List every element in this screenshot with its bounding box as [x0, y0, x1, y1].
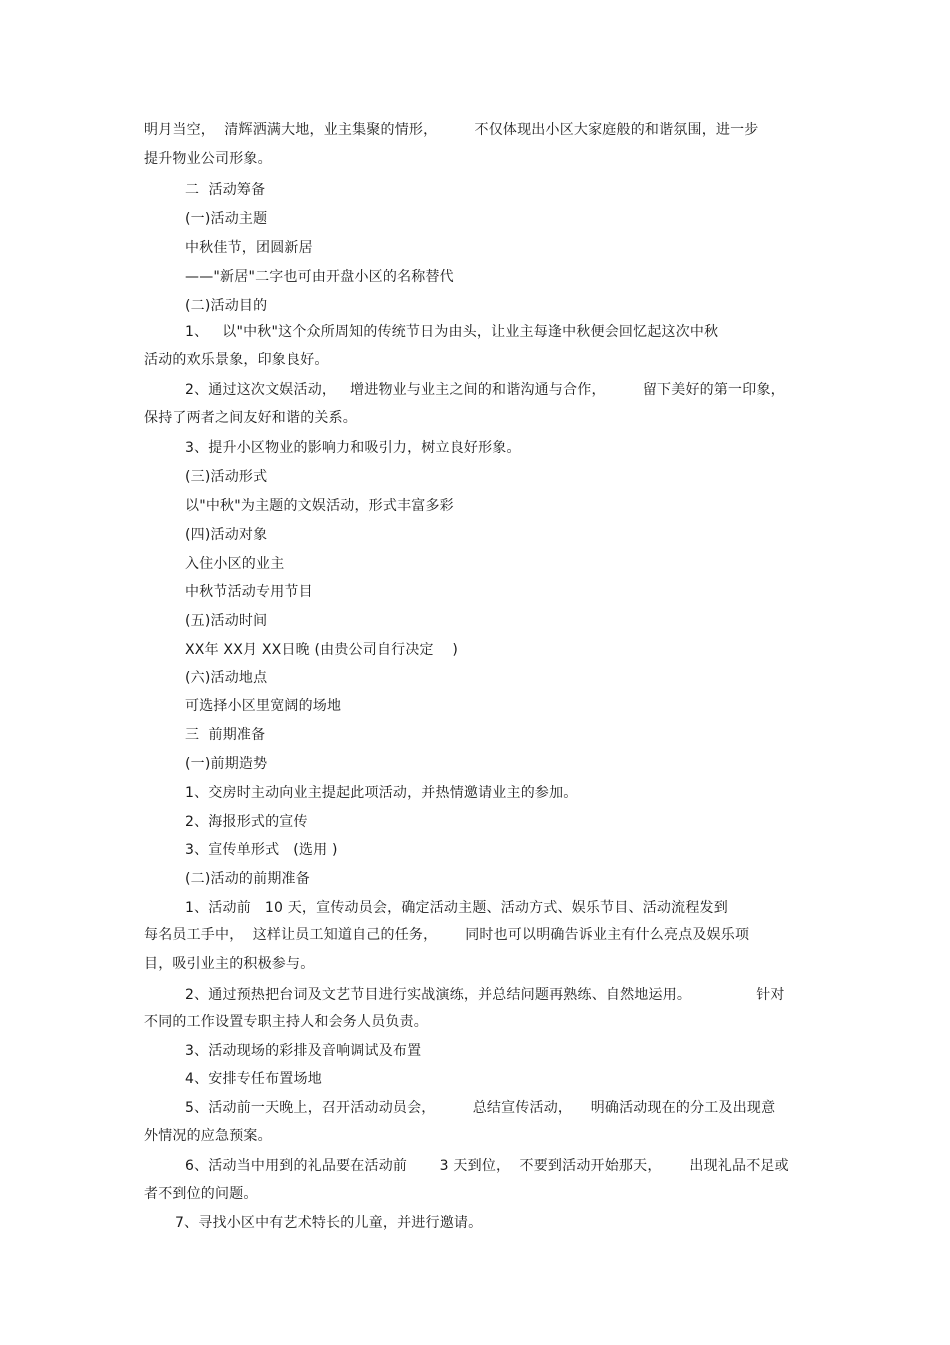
text-line: 4、安排专任布置场地 — [185, 1071, 322, 1087]
text-line: 明月当空， 清辉洒满大地，业主集聚的情形， 不仅体现出小区大家庭般的和谐氛围，进一步 — [144, 122, 759, 138]
text-line: 3、宣传单形式 (选用 ) — [185, 842, 338, 858]
text-line: 者不到位的问题。 — [144, 1186, 258, 1202]
text-line: 1、交房时主动向业主提起此项活动，并热情邀请业主的参加。 — [185, 785, 578, 801]
text-line: XX年 XX月 XX日晚 (由贵公司自行决定 ) — [185, 642, 459, 658]
text-line: 3、活动现场的彩排及音响调试及布置 — [185, 1043, 422, 1059]
text-line: 2、通过预热把台词及文艺节目进行实战演练，并总结问题再熟练、自然地运用。 针对 — [185, 987, 785, 1003]
text-line: 每名员工手中， 这样让员工知道自己的任务， 同时也可以明确告诉业主有什么亮点及娱乐项 — [144, 927, 750, 943]
subsection-heading: (二)活动目的 — [185, 298, 268, 314]
text-line: 不同的工作设置专职主持人和会务人员负责。 — [144, 1014, 428, 1030]
text-line: 6、活动当中用到的礼品要在活动前 3 天到位， 不要到活动开始那天， 出现礼品不足或 — [185, 1158, 789, 1174]
text-line: 1、活动前 10 天，宣传动员会，确定活动主题、活动方式、娱乐节目、活动流程发到 — [185, 900, 728, 916]
subsection-heading: (五)活动时间 — [185, 613, 268, 629]
text-line: 外情况的应急预案。 — [144, 1128, 272, 1144]
text-line: 中秋节活动专用节目 — [185, 584, 313, 600]
section-heading: 三 前期准备 — [185, 727, 266, 743]
text-line: 活动的欢乐景象，印象良好。 — [144, 352, 329, 368]
text-line: 2、通过这次文娱活动， 增进物业与业主之间的和谐沟通与合作， 留下美好的第一印象， — [185, 382, 785, 398]
text-line: 保持了两者之间友好和谐的关系。 — [144, 410, 357, 426]
text-line: 可选择小区里宽阔的场地 — [185, 698, 342, 714]
text-line: ——"新居"二字也可由开盘小区的名称替代 — [185, 269, 454, 285]
subsection-heading: (六)活动地点 — [185, 670, 268, 686]
text-line: 入住小区的业主 — [185, 556, 285, 572]
subsection-heading: (二)活动的前期准备 — [185, 871, 310, 887]
section-heading: 二 活动筹备 — [185, 182, 266, 198]
text-line: 3、提升小区物业的影响力和吸引力，树立良好形象。 — [185, 440, 521, 456]
text-line: 2、海报形式的宣传 — [185, 814, 308, 830]
text-line: 提升物业公司形象。 — [144, 151, 272, 167]
subsection-heading: (一)活动主题 — [185, 211, 268, 227]
text-line: 5、活动前一天晚上，召开活动动员会， 总结宣传活动， 明确活动现在的分工及出现意 — [185, 1100, 776, 1116]
subsection-heading: (三)活动形式 — [185, 469, 268, 485]
text-line: 目，吸引业主的积极参与。 — [144, 956, 315, 972]
text-line: 中秋佳节，团圆新居 — [185, 240, 313, 256]
text-line: 7、寻找小区中有艺术特长的儿童，并进行邀请。 — [175, 1215, 483, 1231]
subsection-heading: (四)活动对象 — [185, 527, 268, 543]
subsection-heading: (一)前期造势 — [185, 756, 268, 772]
text-line: 以"中秋"为主题的文娱活动，形式丰富多彩 — [185, 498, 454, 514]
text-line: 1、 以"中秋"这个众所周知的传统节日为由头，让业主每逢中秋便会回忆起这次中秋 — [185, 324, 719, 340]
